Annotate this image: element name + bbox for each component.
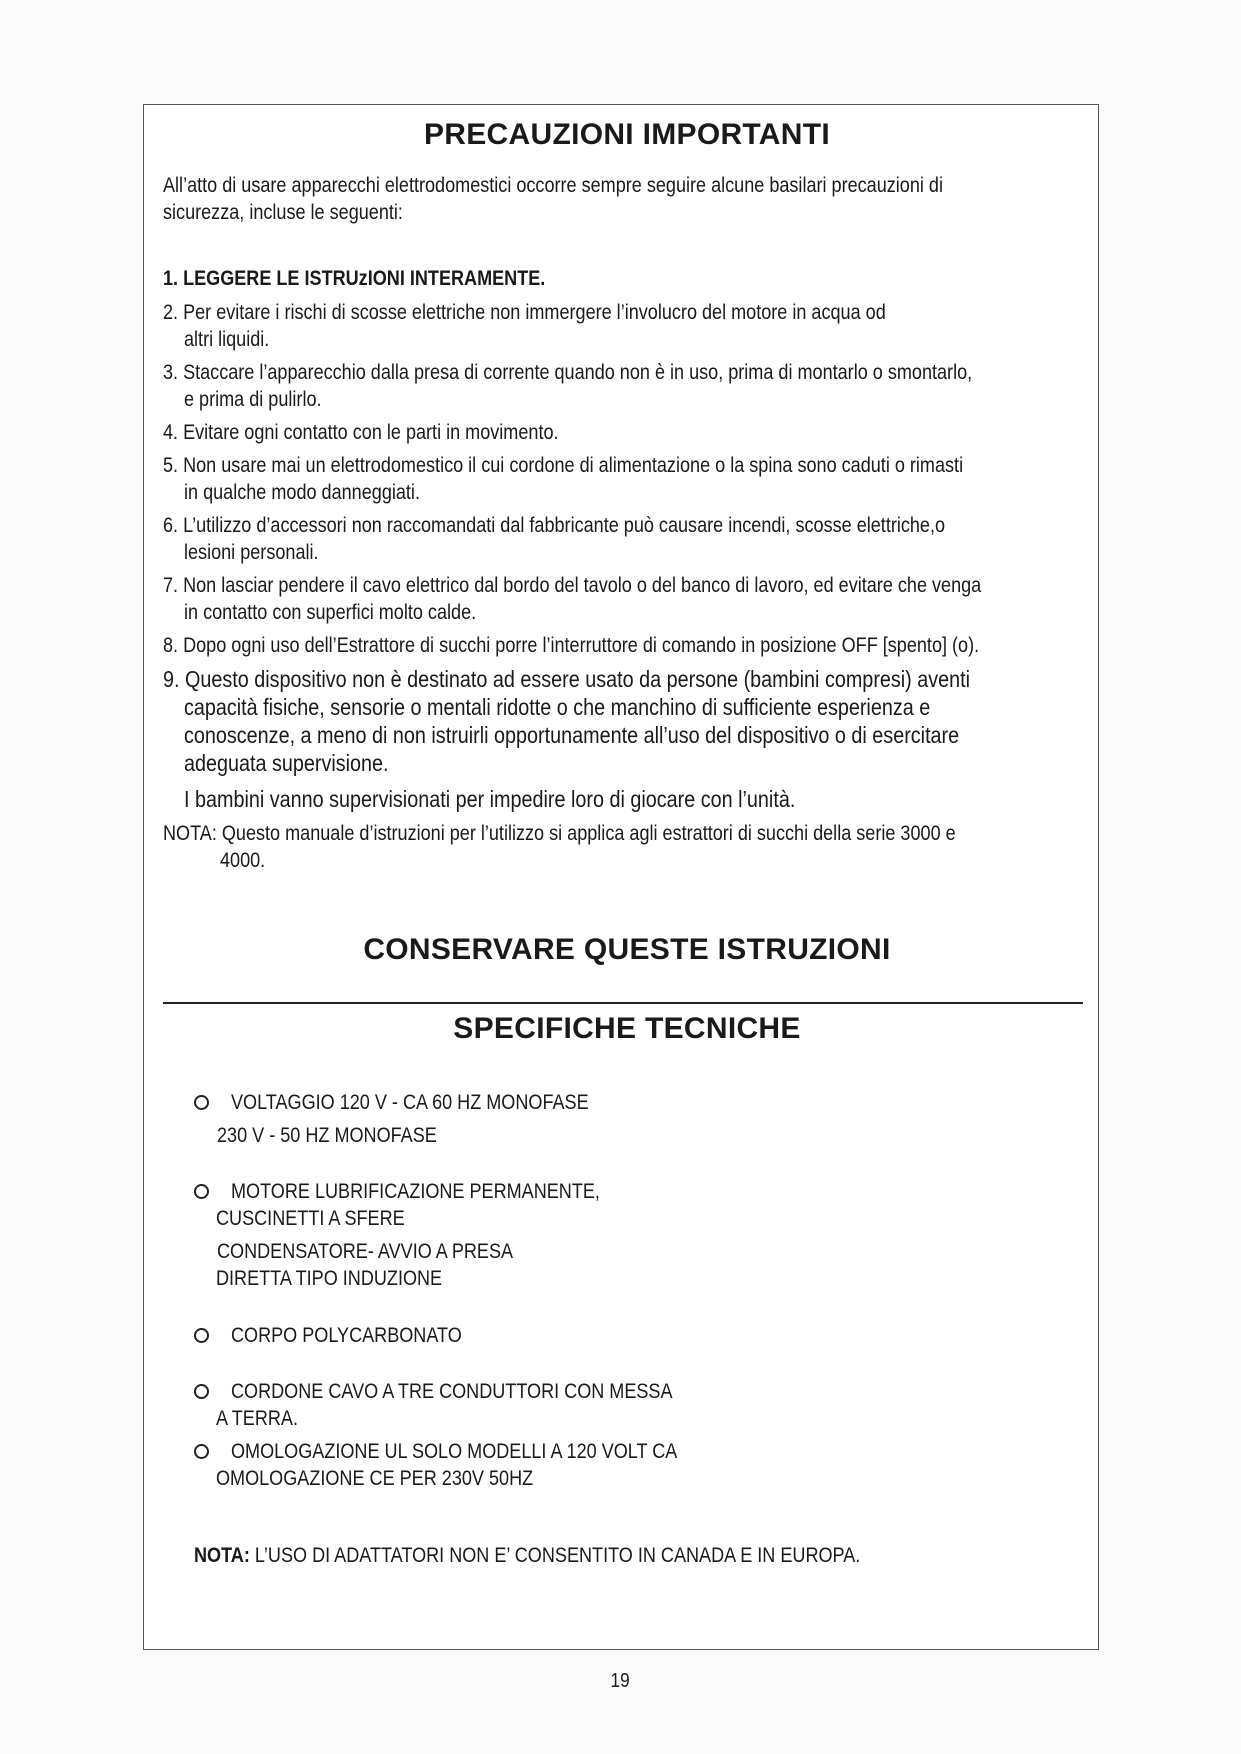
spec-voltage: VOLTAGGIO 120 V - CA 60 HZ MONOFASE (194, 1089, 647, 1116)
bullet-icon (194, 1095, 209, 1110)
spec-cord: CORDONE CAVO A TRE CONDUTTORI CON MESSA (194, 1378, 744, 1405)
precaution-item-3: 3. Staccare l’apparecchio dalla presa di corrente quando non è in uso, prima di montarlo o smontarlo, (163, 361, 973, 384)
precaution-item-2-cont: altri liquidi. (184, 328, 270, 351)
page-number: 19 (610, 1670, 631, 1692)
bullet-icon (194, 1184, 209, 1199)
spec-motor-line-4: DIRETTA TIPO INDUZIONE (216, 1267, 443, 1290)
precaution-item-5: 5. Non usare mai un elettrodomestico il cui cordone di alimentazione o la spina sono caduti o rimasti (163, 454, 964, 477)
precaution-item-9: 9. Questo dispositivo non è destinato ad essere usato da persone (bambini compresi) aventi (163, 666, 971, 692)
spec-voltage-cont: 230 V - 50 HZ MONOFASE (217, 1124, 437, 1147)
keep-instructions-title: CONSERVARE QUESTE ISTRUZIONI (363, 933, 891, 966)
nota-series: NOTA: Questo manuale d’istruzioni per l’utilizzo si applica agli estrattori di succhi della serie 3000 e (163, 822, 956, 845)
intro-line-2: sicurezza, incluse le seguenti: (163, 201, 403, 224)
spec-motor-line-3: CONDENSATORE- AVVIO A PRESA (217, 1240, 514, 1263)
precautions-title: PRECAUZIONI IMPORTANTI (423, 118, 831, 151)
precaution-item-2: 2. Per evitare i rischi di scosse elettriche non immergere l’involucro del motore in acqua od (163, 301, 886, 324)
precaution-item-1: 1. LEGGERE LE ISTRUzIONI INTERAMENTE. (163, 267, 546, 290)
section-divider (163, 1002, 1083, 1004)
precaution-item-6: 6. L’utilizzo d’accessori non raccomandati dal fabbricante può causare incendi, scosse elettriche,o (163, 514, 946, 537)
precaution-item-4: 4. Evitare ogni contatto con le parti in movimento. (163, 421, 559, 444)
bullet-icon (194, 1328, 209, 1343)
intro-line-1: All’atto di usare apparecchi elettrodomestici occorre sempre seguire alcune basilari precauzioni di (163, 174, 943, 197)
precaution-item-7: 7. Non lasciar pendere il cavo elettrico dal bordo del tavolo o del banco di lavoro, ed evitare che venga (163, 574, 982, 597)
spec-cord-cont: A TERRA. (216, 1407, 298, 1430)
bullet-icon (194, 1384, 209, 1399)
precaution-item-9-line-3: conoscenze, a meno di non istruirli opportunamente all’uso del dispositivo o di esercitare (184, 722, 960, 748)
spec-body: CORPO POLYCARBONATO (194, 1322, 499, 1349)
adapter-note (194, 1542, 969, 1569)
precaution-item-6-cont: lesioni personali. (184, 541, 319, 564)
spec-motor: MOTORE LUBRIFICAZIONE PERMANENTE, (194, 1178, 660, 1205)
specs-title: SPECIFICHE TECNICHE (453, 1012, 801, 1045)
precaution-item-8: 8. Dopo ogni uso dell’Estrattore di succhi porre l’interruttore di comando in posizione OFF [spento] (o). (163, 634, 980, 657)
adapter-note-label: NOTA: (194, 1544, 250, 1567)
bullet-icon (194, 1444, 209, 1459)
precaution-item-3-cont: e prima di pulirlo. (184, 388, 322, 411)
adapter-note-text: L’USO DI ADATTATORI NON E’ CONSENTITO IN CANADA E IN EUROPA. (249, 1544, 861, 1567)
children-supervision: I bambini vanno supervisionati per impedire loro di giocare con l’unità. (184, 786, 796, 812)
spec-approval-cont: OMOLOGAZIONE CE PER 230V 50HZ (216, 1467, 534, 1490)
precaution-item-9-line-4: adeguata supervisione. (184, 750, 389, 776)
precaution-item-9-line-2: capacità fisiche, sensorie o mentali ridotte o che manchino di sufficiente esperienza e (184, 694, 931, 720)
nota-series-cont: 4000. (220, 849, 266, 872)
precaution-item-5-cont: in qualche modo danneggiati. (184, 481, 420, 504)
precaution-item-7-cont: in contatto con superfici molto calde. (184, 601, 477, 624)
spec-approval: OMOLOGAZIONE UL SOLO MODELLI A 120 VOLT CA (194, 1438, 750, 1465)
spec-motor-line-2: CUSCINETTI A SFERE (216, 1207, 405, 1230)
